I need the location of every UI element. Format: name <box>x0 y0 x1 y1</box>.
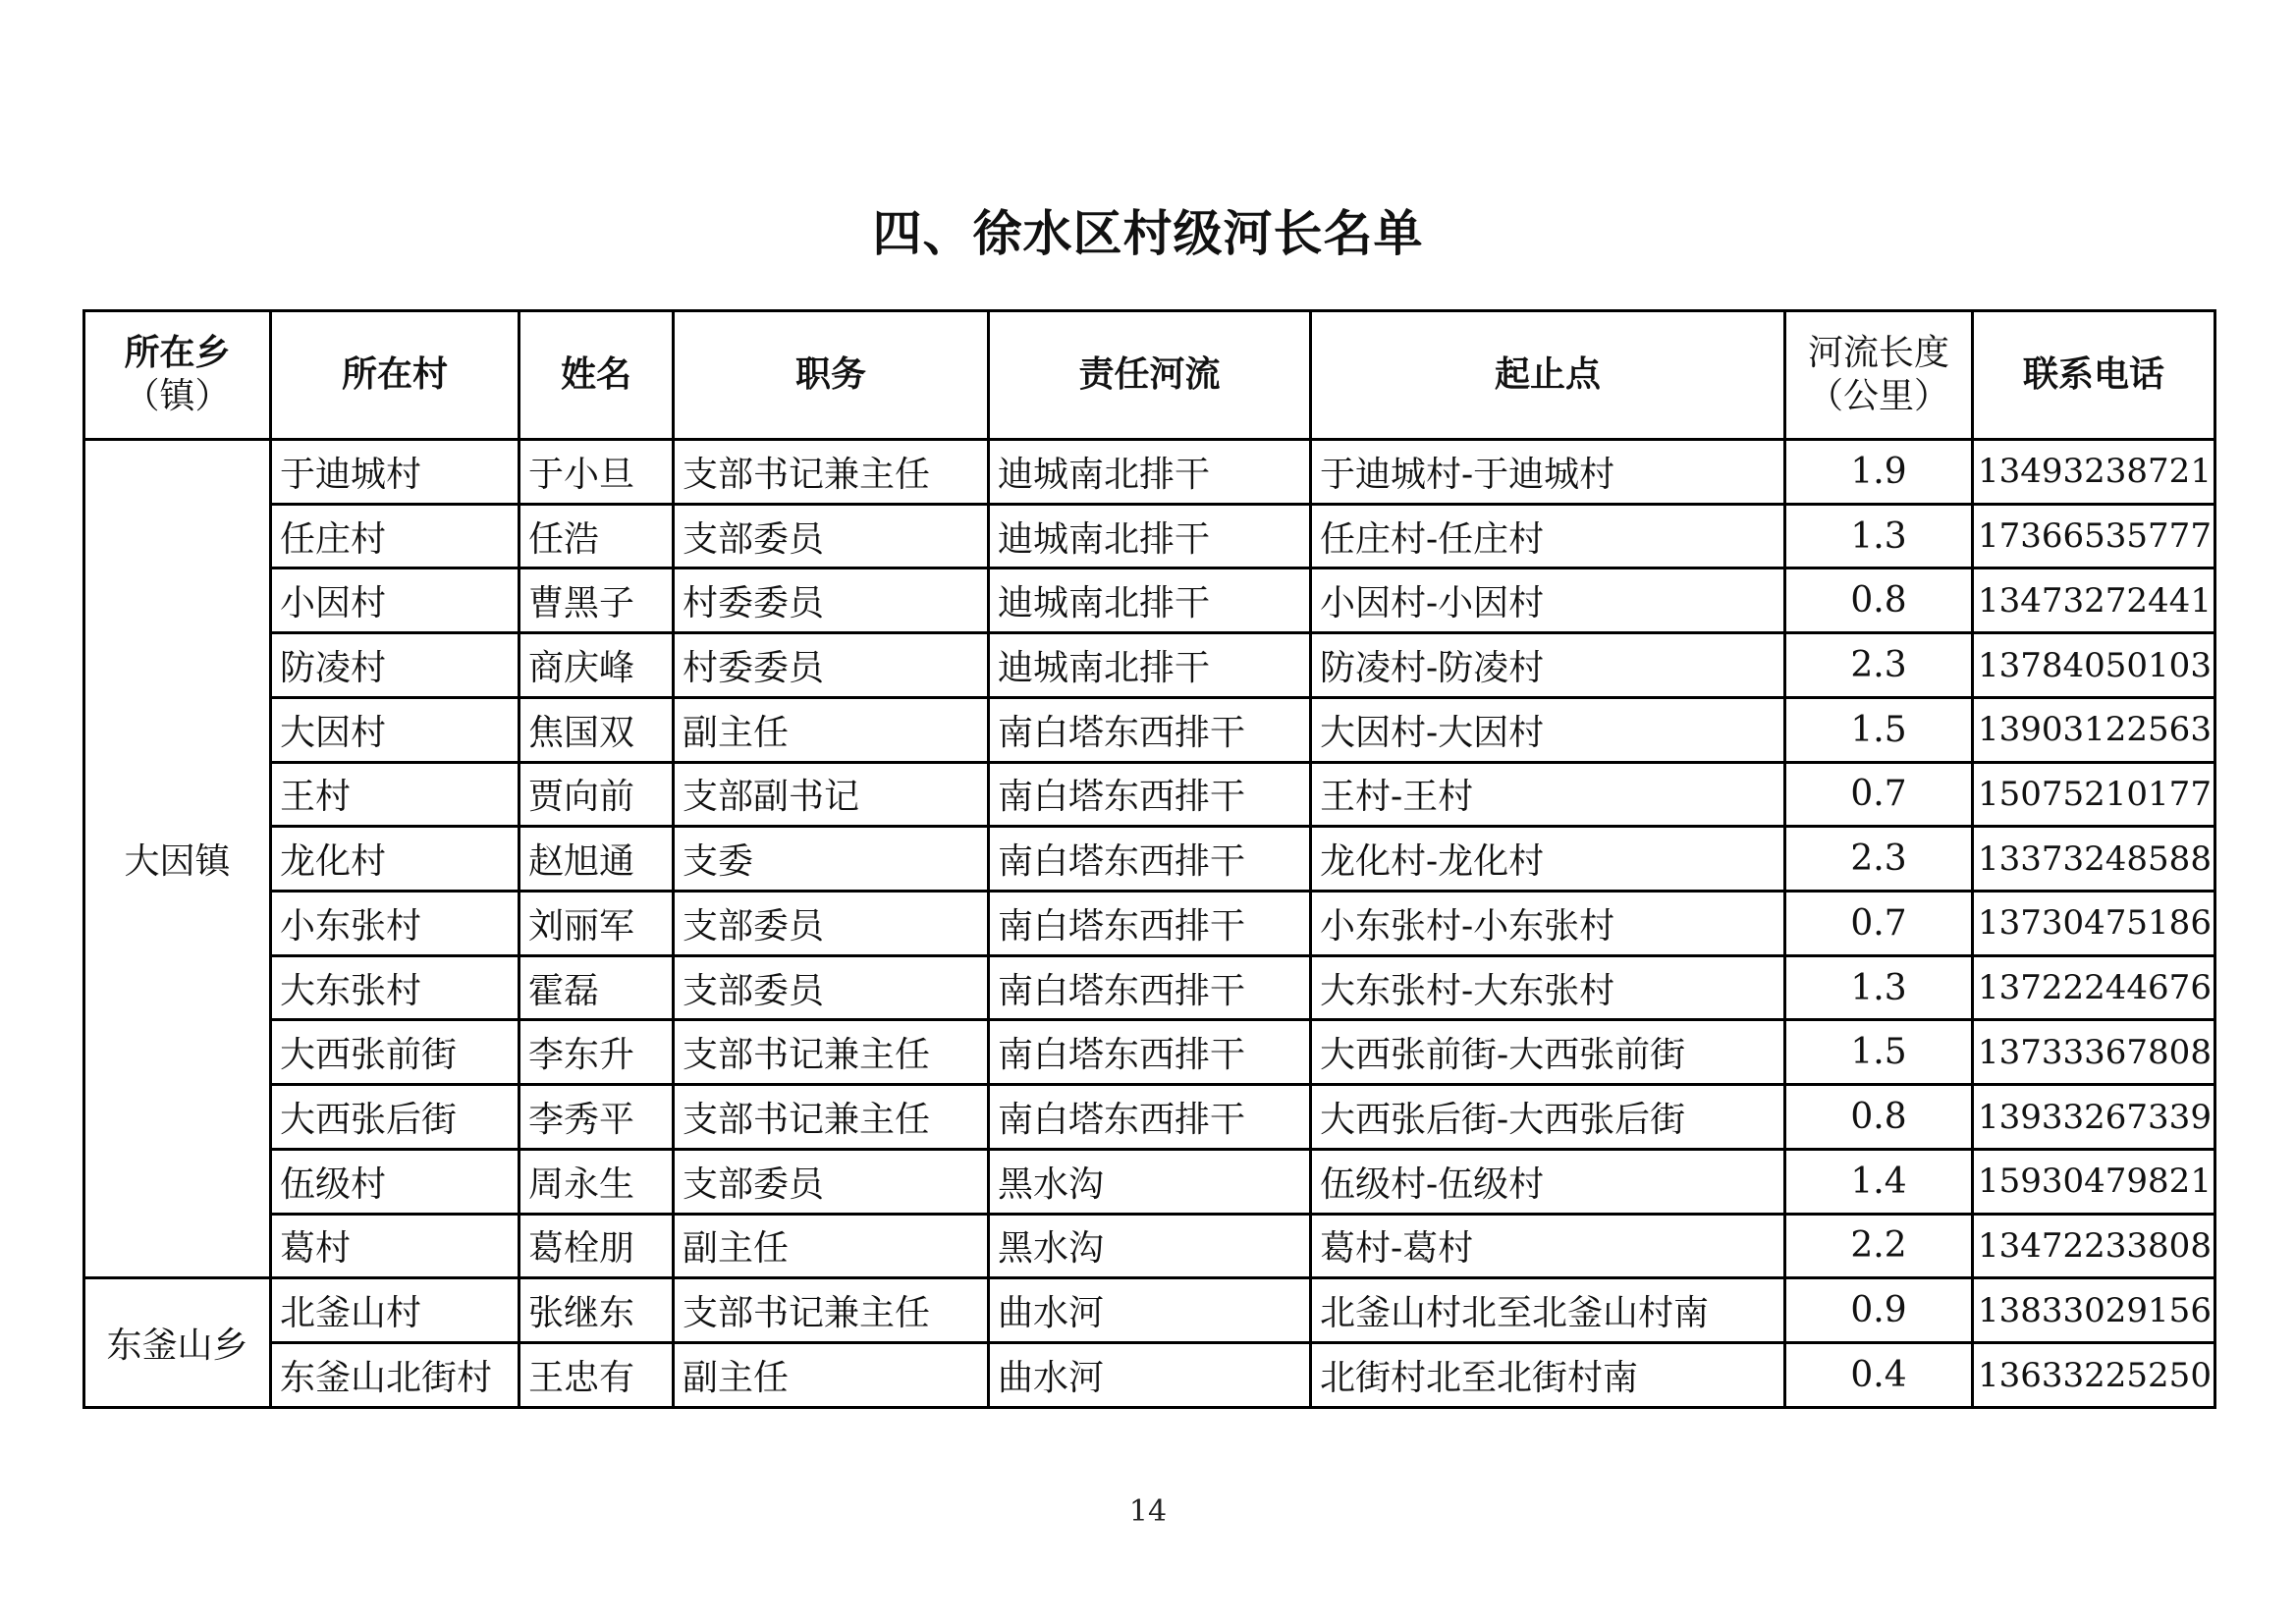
table-row <box>84 568 2215 633</box>
cell-phone: 13373248588 <box>1973 827 2215 892</box>
cell-village: 大西张前街 <box>271 1020 519 1085</box>
cell-length: 0.9 <box>1785 1278 1973 1343</box>
header-position: 职务 <box>674 311 989 440</box>
cell-phone: 13493238721 <box>1973 440 2215 505</box>
cell-range: 葛村-葛村 <box>1311 1214 1785 1278</box>
cell-name: 赵旭通 <box>519 827 674 892</box>
cell-position: 支部委员 <box>674 1149 989 1214</box>
header-river: 责任河流 <box>989 311 1311 440</box>
cell-river: 黑水沟 <box>989 1149 1311 1214</box>
header-township-line2: （镇） <box>124 376 231 416</box>
cell-name: 刘丽军 <box>519 892 674 956</box>
cell-position: 副主任 <box>674 1343 989 1408</box>
cell-length: 0.7 <box>1785 762 1973 827</box>
cell-village: 任庄村 <box>271 504 519 568</box>
cell-length: 1.3 <box>1785 955 1973 1020</box>
cell-position: 支部委员 <box>674 955 989 1020</box>
cell-range: 龙化村-龙化村 <box>1311 827 1785 892</box>
cell-range: 大东张村-大东张村 <box>1311 955 1785 1020</box>
cell-river: 曲水河 <box>989 1278 1311 1343</box>
cell-name: 任浩 <box>519 504 674 568</box>
cell-village: 大因村 <box>271 697 519 762</box>
cell-name: 李秀平 <box>519 1085 674 1150</box>
cell-range: 伍级村-伍级村 <box>1311 1149 1785 1214</box>
cell-village: 防凌村 <box>271 633 519 698</box>
cell-village: 小东张村 <box>271 892 519 956</box>
cell-position: 支部书记兼主任 <box>674 1085 989 1150</box>
cell-river: 迪城南北排干 <box>989 568 1311 633</box>
cell-phone: 13633225250 <box>1973 1343 2215 1408</box>
cell-river: 南白塔东西排干 <box>989 1020 1311 1085</box>
cell-name: 于小旦 <box>519 440 674 505</box>
cell-township: 东釜山乡 <box>84 1278 271 1408</box>
cell-village: 东釜山北街村 <box>271 1343 519 1408</box>
header-phone: 联系电话 <box>1973 311 2215 440</box>
cell-phone: 13730475186 <box>1973 892 2215 956</box>
cell-position: 村委委员 <box>674 633 989 698</box>
table-row <box>84 1085 2215 1150</box>
cell-river: 曲水河 <box>989 1343 1311 1408</box>
cell-name: 霍磊 <box>519 955 674 1020</box>
cell-village: 王村 <box>271 762 519 827</box>
cell-village: 大西张后街 <box>271 1085 519 1150</box>
header-township-line1: 所在乡 <box>124 333 231 373</box>
cell-village: 于迪城村 <box>271 440 519 505</box>
cell-length: 0.8 <box>1785 1085 1973 1150</box>
cell-length: 2.2 <box>1785 1214 1973 1278</box>
cell-range: 北街村北至北街村南 <box>1311 1343 1785 1408</box>
cell-position: 支部委员 <box>674 504 989 568</box>
cell-position: 村委委员 <box>674 568 989 633</box>
cell-range: 防凌村-防凌村 <box>1311 633 1785 698</box>
cell-position: 副主任 <box>674 1214 989 1278</box>
cell-range: 任庄村-任庄村 <box>1311 504 1785 568</box>
cell-range: 大因村-大因村 <box>1311 697 1785 762</box>
cell-phone: 13933267339 <box>1973 1085 2215 1150</box>
cell-phone: 15075210177 <box>1973 762 2215 827</box>
cell-name: 周永生 <box>519 1149 674 1214</box>
cell-village: 小因村 <box>271 568 519 633</box>
cell-phone: 13722244676 <box>1973 955 2215 1020</box>
header-row <box>84 311 2215 440</box>
table-row <box>84 1214 2215 1278</box>
cell-name: 张继东 <box>519 1278 674 1343</box>
cell-length: 2.3 <box>1785 633 1973 698</box>
cell-position: 支部书记兼主任 <box>674 440 989 505</box>
cell-river: 南白塔东西排干 <box>989 1085 1311 1150</box>
page-title: 四、徐水区村级河长名单 <box>872 205 1424 262</box>
cell-range: 王村-王村 <box>1311 762 1785 827</box>
cell-length: 0.8 <box>1785 568 1973 633</box>
page-number: 14 <box>1128 1494 1168 1529</box>
cell-name: 葛栓朋 <box>519 1214 674 1278</box>
cell-length: 2.3 <box>1785 827 1973 892</box>
cell-river: 南白塔东西排干 <box>989 827 1311 892</box>
header-name: 姓名 <box>519 311 674 440</box>
cell-phone: 13472233808 <box>1973 1214 2215 1278</box>
cell-river: 南白塔东西排干 <box>989 892 1311 956</box>
cell-village: 北釜山村 <box>271 1278 519 1343</box>
table-header <box>84 311 2215 440</box>
table-row <box>84 827 2215 892</box>
cell-position: 支部书记兼主任 <box>674 1020 989 1085</box>
cell-name: 贾向前 <box>519 762 674 827</box>
cell-range: 大西张后街-大西张后街 <box>1311 1085 1785 1150</box>
cell-river: 南白塔东西排干 <box>989 955 1311 1020</box>
cell-river: 黑水沟 <box>989 1214 1311 1278</box>
cell-village: 大东张村 <box>271 955 519 1020</box>
cell-range: 小因村-小因村 <box>1311 568 1785 633</box>
cell-range: 小东张村-小东张村 <box>1311 892 1785 956</box>
header-township <box>84 311 271 440</box>
cell-position: 支部书记兼主任 <box>674 1278 989 1343</box>
cell-village: 葛村 <box>271 1214 519 1278</box>
cell-phone: 17366535777 <box>1973 504 2215 568</box>
river-chief-table <box>82 309 2216 1409</box>
cell-phone: 13833029156 <box>1973 1278 2215 1343</box>
cell-length: 1.5 <box>1785 697 1973 762</box>
table-row <box>84 1343 2215 1408</box>
cell-phone: 13784050103 <box>1973 633 2215 698</box>
cell-range: 北釜山村北至北釜山村南 <box>1311 1278 1785 1343</box>
cell-river: 南白塔东西排干 <box>989 697 1311 762</box>
table-row <box>84 504 2215 568</box>
cell-length: 0.4 <box>1785 1343 1973 1408</box>
table-row <box>84 892 2215 956</box>
cell-position: 支部副书记 <box>674 762 989 827</box>
cell-length: 1.3 <box>1785 504 1973 568</box>
cell-length: 1.4 <box>1785 1149 1973 1214</box>
cell-name: 商庆峰 <box>519 633 674 698</box>
cell-name: 曹黑子 <box>519 568 674 633</box>
cell-village: 龙化村 <box>271 827 519 892</box>
header-length <box>1785 311 1973 440</box>
cell-river: 南白塔东西排干 <box>989 762 1311 827</box>
cell-name: 王忠有 <box>519 1343 674 1408</box>
header-length-line2: （公里） <box>1807 376 1949 416</box>
cell-name: 李东升 <box>519 1020 674 1085</box>
cell-length: 1.5 <box>1785 1020 1973 1085</box>
cell-phone: 13473272441 <box>1973 568 2215 633</box>
table-row <box>84 1020 2215 1085</box>
cell-river: 迪城南北排干 <box>989 633 1311 698</box>
cell-village: 伍级村 <box>271 1149 519 1214</box>
table-row <box>84 1278 2215 1343</box>
header-village: 所在村 <box>271 311 519 440</box>
header-length-line1: 河流长度 <box>1807 333 1949 373</box>
cell-range: 大西张前街-大西张前街 <box>1311 1020 1785 1085</box>
table-row <box>84 440 2215 505</box>
cell-name: 焦国双 <box>519 697 674 762</box>
cell-phone: 13733367808 <box>1973 1020 2215 1085</box>
cell-river: 迪城南北排干 <box>989 440 1311 505</box>
cell-position: 副主任 <box>674 697 989 762</box>
cell-length: 1.9 <box>1785 440 1973 505</box>
cell-length: 0.7 <box>1785 892 1973 956</box>
cell-phone: 15930479821 <box>1973 1149 2215 1214</box>
table-row <box>84 955 2215 1020</box>
cell-position: 支部委员 <box>674 892 989 956</box>
table-row <box>84 1149 2215 1214</box>
cell-position: 支委 <box>674 827 989 892</box>
cell-township: 大因镇 <box>84 440 271 1278</box>
table-row <box>84 762 2215 827</box>
table-row <box>84 697 2215 762</box>
header-range: 起止点 <box>1311 311 1785 440</box>
cell-range: 于迪城村-于迪城村 <box>1311 440 1785 505</box>
table-row <box>84 633 2215 698</box>
cell-phone: 13903122563 <box>1973 697 2215 762</box>
cell-river: 迪城南北排干 <box>989 504 1311 568</box>
table-body <box>84 440 2215 1408</box>
